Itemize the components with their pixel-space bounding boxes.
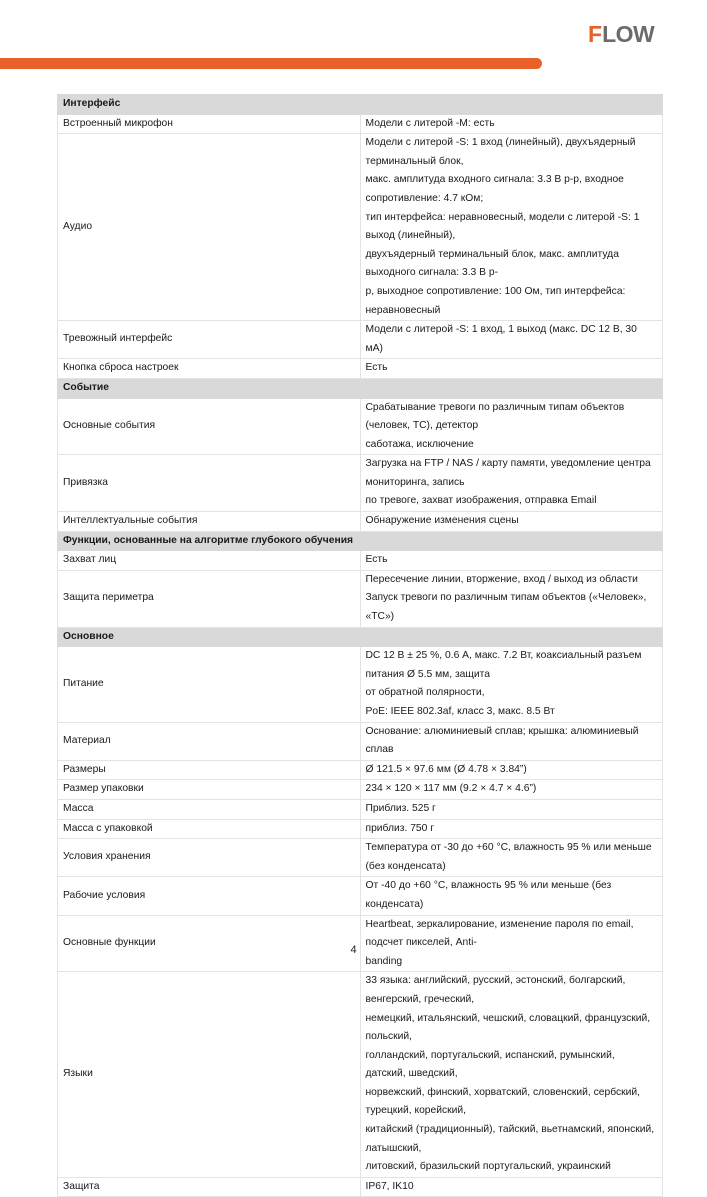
spec-value-line: Модели с литерой -S: 1 вход, 1 выход (макс. DC 12 В, 30 мА) <box>365 324 637 354</box>
spec-value-line: banding <box>365 955 403 967</box>
spec-value-line: 33 языка: английский, русский, эстонский, болгарский, венгерский, греческий, <box>365 975 626 1005</box>
spec-key: Масса <box>58 799 361 819</box>
spec-value-line: р, выходное сопротивление: 100 Ом, тип интерфейса: неравновесный <box>365 285 626 316</box>
spec-key: Интеллектуальные события <box>58 512 361 532</box>
spec-key: Питание <box>58 647 361 722</box>
section-title: Функции, основанные на алгоритме глубокого обучения <box>58 531 663 551</box>
spec-row <box>58 455 663 512</box>
spec-row <box>58 512 663 532</box>
spec-value-line: саботажа, исключение <box>365 438 474 450</box>
spec-key: Встроенный микрофон <box>58 114 361 134</box>
spec-value-line: Модели с литерой -S: 1 вход (линейный), двухъядерный терминальный блок, <box>365 137 636 167</box>
spec-value <box>360 1177 663 1197</box>
logo-letter-f: F <box>588 20 603 47</box>
spec-value-line: Срабатывание тревоги по различным типам объектов (человек, ТС), детектор <box>365 401 625 432</box>
spec-value-line: по тревоге, захват изображения, отправка Email <box>365 495 597 507</box>
spec-value <box>360 512 663 532</box>
spec-row <box>58 551 663 571</box>
spec-value-line: PoE: IEEE 802.3af, класс 3, макс. 8.5 Вт <box>365 706 555 717</box>
spec-value-line: 234 × 120 × 117 мм (9.2 × 4.7 × 4.6”) <box>365 783 537 795</box>
spec-value-line: Heartbeat, зеркалирование, изменение пароля по email, подсчет пикселей, Anti- <box>365 918 634 949</box>
spec-value <box>360 780 663 800</box>
spec-key: Защита периметра <box>58 570 361 627</box>
spec-value-line: Есть <box>365 362 388 374</box>
section-header <box>58 95 663 115</box>
spec-row <box>58 780 663 800</box>
spec-key: Привязка <box>58 455 361 512</box>
spec-key: Основные события <box>58 398 361 455</box>
spec-value <box>360 760 663 780</box>
spec-value <box>360 647 663 722</box>
spec-value <box>360 398 663 455</box>
spec-key: Аудио <box>58 134 361 321</box>
spec-value <box>360 799 663 819</box>
spec-row <box>58 722 663 760</box>
spec-row <box>58 799 663 819</box>
spec-key: Рабочие условия <box>58 877 361 915</box>
spec-value-line: Приблиз. 525 г <box>365 802 436 814</box>
spec-key: Материал <box>58 722 361 760</box>
spec-value <box>360 819 663 839</box>
section-title: Событие <box>58 378 663 398</box>
section-header <box>58 378 663 398</box>
spec-value <box>360 877 663 915</box>
spec-row <box>58 760 663 780</box>
spec-value-line: голландский, португальский, испанский, румынский, датский, шведский, <box>365 1049 615 1080</box>
spec-value-line: приблиз. 750 г <box>365 822 434 834</box>
spec-value-line: Пересечение линии, вторжение, вход / выход из области <box>365 573 638 585</box>
spec-value-line: макс. амплитуда входного сигнала: 3.3 В р-р, входное сопротивление: 4.7 кОм; <box>365 174 624 204</box>
spec-row <box>58 819 663 839</box>
spec-row <box>58 647 663 722</box>
spec-value-line: Модели с литерой -M: есть <box>365 117 495 129</box>
flow-logo <box>588 22 654 46</box>
section-title: Основное <box>58 627 663 647</box>
spec-value-line: Обнаружение изменения сцены <box>365 515 519 527</box>
spec-value-line: двухъядерный терминальный блок, макс. амплитуда выходного сигнала: 3.3 В р- <box>365 248 619 279</box>
spec-value <box>360 722 663 760</box>
spec-value-line: Ø 121.5 × 97.6 мм (Ø 4.78 × 3.84”) <box>365 763 527 775</box>
spec-key: Масса с упаковкой <box>58 819 361 839</box>
spec-value-line: Есть <box>365 554 388 566</box>
logo-letters: LOW <box>602 20 655 47</box>
spec-value-line: DC 12 В ± 25 %, 0.6 А, макс. 7.2 Вт, коаксиальный разъем питания Ø 5.5 мм, защита <box>365 650 642 680</box>
spec-row <box>58 134 663 321</box>
spec-value-line: литовский, бразильский португальский, украинский <box>365 1161 611 1173</box>
spec-key: Размер упаковки <box>58 780 361 800</box>
spec-value-line: норвежский, финский, хорватский, словенский, сербский, турецкий, корейский, <box>365 1086 641 1117</box>
spec-value <box>360 134 663 321</box>
spec-value-line: китайский (традиционный), тайский, вьетнамский, японский, латышский, <box>365 1124 655 1154</box>
spec-row <box>58 1177 663 1197</box>
spec-value-line: от обратной полярности, <box>365 687 485 699</box>
header-accent-bar <box>0 58 542 69</box>
spec-row <box>58 839 663 877</box>
spec-key: Языки <box>58 972 361 1178</box>
spec-row <box>58 114 663 134</box>
spec-value-line: IP67, IK10 <box>365 1180 414 1192</box>
spec-value <box>360 114 663 134</box>
spec-value-line: немецкий, итальянский, чешский, словацкий, французский, польский, <box>365 1012 651 1043</box>
spec-row <box>58 359 663 379</box>
spec-value-line: От -40 до +60 °C, влажность 95 % или меньше (без конденсата) <box>365 880 612 910</box>
spec-value-line: Запуск тревоги по различным типам объектов («Человек», «ТС») <box>365 592 647 623</box>
page-number: 4 <box>350 944 357 956</box>
spec-value <box>360 839 663 877</box>
spec-key: Тревожный интерфейс <box>58 321 361 359</box>
spec-row <box>58 570 663 627</box>
section-header <box>58 531 663 551</box>
spec-row <box>58 398 663 455</box>
spec-value-line: тип интерфейса: неравновесный, модели с литерой -S: 1 выход (линейный), <box>365 211 640 242</box>
section-title: Интерфейс <box>58 95 663 115</box>
spec-key: Основные функции <box>58 915 361 972</box>
spec-key: Захват лиц <box>58 551 361 571</box>
spec-key: Размеры <box>58 760 361 780</box>
section-header <box>58 627 663 647</box>
spec-value <box>360 359 663 379</box>
spec-value <box>360 551 663 571</box>
spec-row <box>58 972 663 1178</box>
spec-row <box>58 877 663 915</box>
spec-key: Защита <box>58 1177 361 1197</box>
spec-value <box>360 972 663 1178</box>
spec-value <box>360 570 663 627</box>
spec-value-line: Загрузка на FTP / NAS / карту памяти, уведомление центра мониторинга, запись <box>365 458 651 488</box>
spec-value <box>360 321 663 359</box>
spec-table <box>57 94 663 1197</box>
spec-value-line: Основание: алюминиевый сплав; крышка: алюминиевый сплав <box>365 725 639 756</box>
spec-row <box>58 321 663 359</box>
spec-value-line: Температура от -30 до +60 °C, влажность 95 % или меньше (без конденсата) <box>365 842 652 872</box>
spec-key: Кнопка сброса настроек <box>58 359 361 379</box>
spec-value <box>360 455 663 512</box>
spec-key: Условия хранения <box>58 839 361 877</box>
